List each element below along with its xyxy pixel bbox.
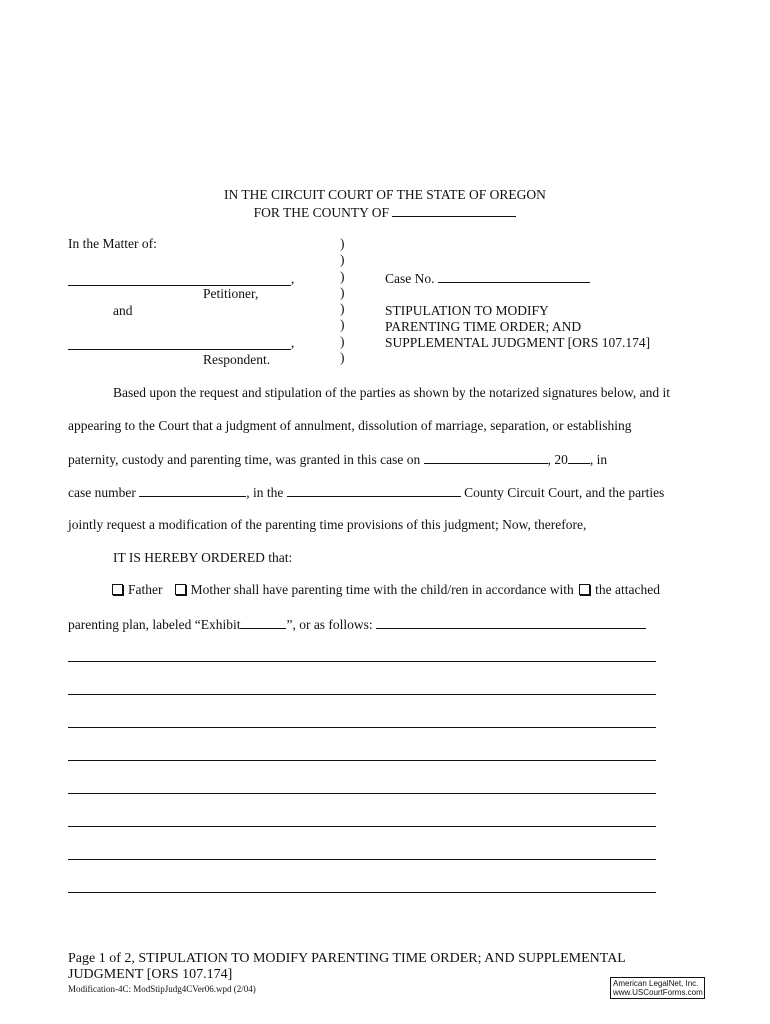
document-title-3: SUPPLEMENTAL JUDGMENT [ORS 107.174] (385, 335, 651, 350)
body-line-2: appearing to the Court that a judgment of annulment, dissolution of marriage, separation, or establishing (68, 418, 632, 433)
fill-line-5[interactable] (68, 793, 656, 794)
county-inline-blank[interactable] (287, 484, 461, 497)
order-heading: IT IS HEREBY ORDERED that: (113, 550, 293, 565)
and-label: and (113, 303, 133, 318)
father-checkbox[interactable] (112, 584, 123, 595)
judgment-date-blank[interactable] (424, 451, 548, 464)
father-label: Father (128, 582, 163, 597)
case-number-field: Case No. (385, 270, 590, 287)
mother-checkbox[interactable] (175, 584, 186, 595)
fill-line-4[interactable] (68, 760, 656, 761)
fill-line-1[interactable] (68, 661, 656, 662)
footer-page-line-2: JUDGMENT [ORS 107.174] (68, 967, 233, 982)
petitioner-label: Petitioner, (203, 286, 259, 301)
fill-line-8[interactable] (68, 892, 656, 893)
footer-page-line-1: Page 1 of 2, STIPULATION TO MODIFY PARENTING TIME ORDER; AND SUPPLEMENTAL (68, 951, 626, 966)
body-line-5: jointly request a modification of the parenting time provisions of this judgment; Now, therefore, (68, 517, 587, 532)
fill-line-2[interactable] (68, 694, 656, 695)
publisher-website[interactable]: www.USCourtForms.com (613, 988, 703, 997)
matter-label: In the Matter of: (68, 236, 157, 251)
parenting-plan-line: parenting plan, labeled “Exhibit ”, or as follows: (68, 616, 646, 633)
respondent-name-blank[interactable] (68, 349, 291, 350)
fill-line-6[interactable] (68, 826, 656, 827)
as-follows-blank[interactable] (376, 616, 646, 629)
publisher-stamp (610, 977, 705, 999)
judgment-year-blank[interactable] (568, 451, 590, 464)
parenting-options (110, 582, 660, 598)
document-title-1: STIPULATION TO MODIFY (385, 303, 549, 318)
attached-plan-checkbox[interactable] (579, 584, 590, 595)
mother-label: Mother shall have parenting time with the child/ren in accordance with (190, 582, 574, 597)
court-title: IN THE CIRCUIT COURT OF THE STATE OF OREGON (224, 187, 546, 202)
body-line-1: Based upon the request and stipulation of the parties as shown by the notarized signatures below, and it (113, 385, 670, 400)
case-number-inline-blank[interactable] (139, 484, 246, 497)
caption-divider: ) ) ) ) ) ) ) ) (340, 236, 345, 366)
case-number-blank[interactable] (438, 270, 590, 283)
body-line-3: paternity, custody and parenting time, was granted in this case on , 20 , in (68, 452, 608, 467)
document-title-2: PARENTING TIME ORDER; AND (385, 319, 582, 334)
attached-plan-label: the attached (595, 582, 660, 597)
respondent-label: Respondent. (203, 352, 271, 367)
body-line-4: case number , in the County Circuit Court, and the parties (68, 485, 665, 500)
exhibit-blank[interactable] (240, 616, 286, 629)
publisher-name: American LegalNet, Inc. (613, 979, 699, 988)
county-blank[interactable] (392, 204, 516, 217)
fill-line-7[interactable] (68, 859, 656, 860)
fill-line-3[interactable] (68, 727, 656, 728)
county-line: FOR THE COUNTY OF (0, 204, 770, 221)
footer-file-ref: Modification-4C: ModStipJudg4CVer06.wpd (2/04) (68, 984, 256, 994)
respondent-comma: , (291, 335, 295, 350)
petitioner-comma: , (291, 271, 295, 286)
